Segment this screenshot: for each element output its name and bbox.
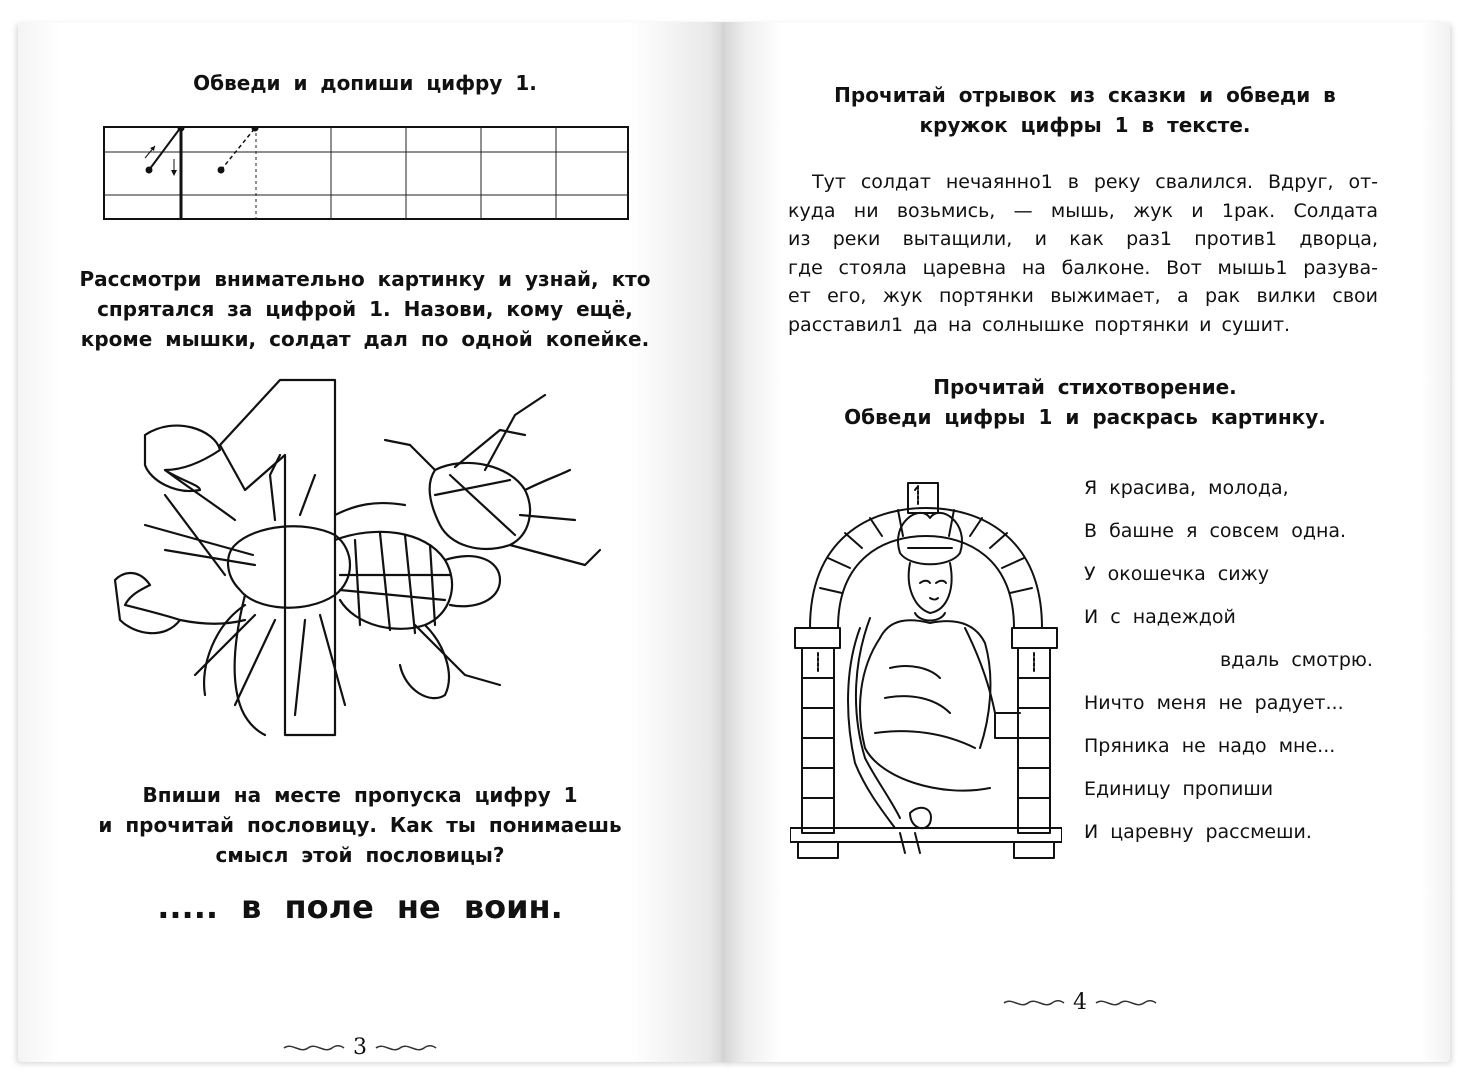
page-number-3: 3 (353, 1035, 367, 1060)
princess-in-tower-window-illustration (790, 478, 1062, 863)
left-page-number (260, 1035, 460, 1060)
tilde-ornament-icon (282, 1041, 346, 1055)
task2-heading: Рассмотри внимательно картинку и узнай, кто спрятался за цифрой 1. Назови, кому ещё, кроме мышки, солдат дал по одной копейке. (79, 267, 651, 351)
task3-heading: Впиши на месте пропуска цифру 1 и прочитай пословицу. Как ты понимаешь смысл этой пословицы? (98, 783, 622, 867)
proverb-text[interactable]: ..... в поле не воин. (157, 888, 563, 926)
task1-heading: Обведи и допиши цифру 1. (193, 71, 537, 95)
tilde-ornament-icon (1002, 996, 1066, 1010)
tracing-grid-icon[interactable] (103, 126, 629, 220)
tilde-ornament-icon (1094, 996, 1158, 1010)
right-page-number (980, 990, 1180, 1015)
right-task2-heading: Прочитай стихотворение. Обведи цифры 1 и раскрась картинку. (844, 375, 1326, 429)
crayfish-beetle-digit-one-illustration (105, 375, 605, 750)
tilde-ornament-icon (374, 1041, 438, 1055)
book-spread: Обведи и допиши цифру 1. Рассмотри внимательно картинку и узнай, кто спрятался за цифрой 1. Назови, кому ещё, кроме мышки, солдат дал по одной копейке. Впиши на месте пропуска цифру 1 и прочитай пословицу. Как ты понимаешь смысл этой пословицы? ..... в поле не воин. 3 Прочитай отрывок из сказки и обведи в кружок цифры 1 в тексте. Тут солдат нечаянно1 в реку свалился. Вдруг, от- куда ни возьмись, — мышь, жук и 1рак. Солдата из реки вытащили, и как раз1 против1 дворца, где стояла царевна на балконе. Вот мышь1 разува- ет его, жук портянки выжимает, а рак вилки свои расставил1 да на солнышке портянки и сушит. Прочитай стихотворение. Обведи цифры 1 и раскрась картинку. Я красива, молода, В башне я совсем одна. У окошечка сижу И с надеждой вдаль смотрю. Ничто меня не радует... Пряника не надо мне... Единицу пропиши И царевну рассмеши. 4 (0, 0, 1462, 1079)
right-task1-heading: Прочитай отрывок из сказки и обведи в кружок цифры 1 в тексте. (834, 83, 1336, 137)
page-number-4: 4 (1073, 990, 1087, 1015)
tale-excerpt[interactable]: Тут солдат нечаянно1 в реку свалился. Вдруг, от- куда ни возьмись, — мышь, жук и 1рак. Солдата из реки вытащили, и как раз1 против1 дворца, где стояла царевна на балконе. Вот мышь1 разува- ет его, жук портянки выжимает, а рак вилки свои расставил1 да на солнышке портянки и сушит. (788, 171, 1378, 336)
